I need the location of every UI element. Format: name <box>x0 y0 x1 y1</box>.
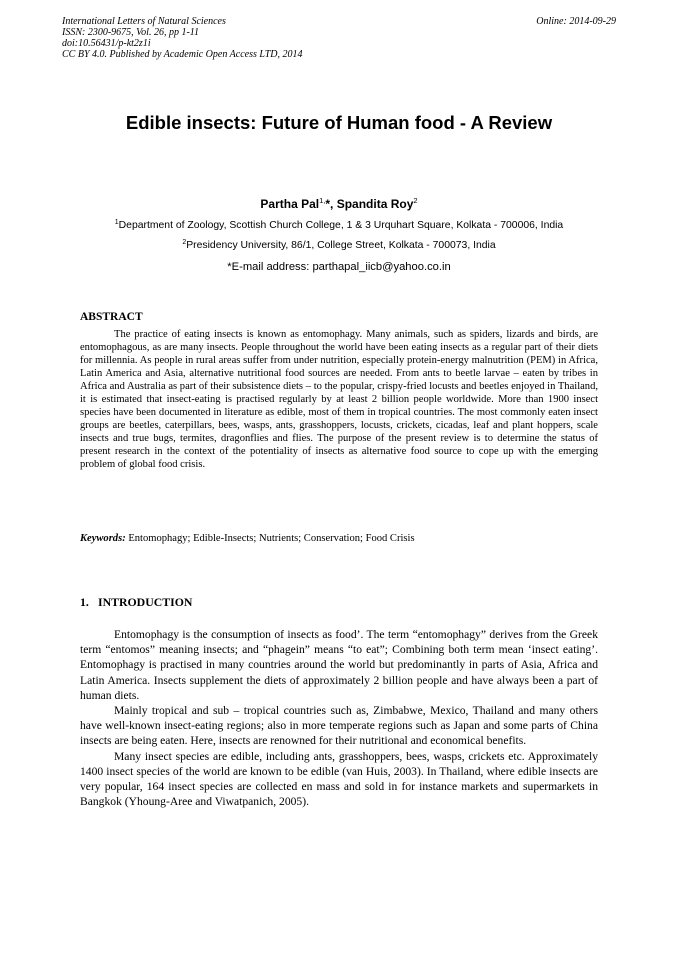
intro-paragraph-3: Many insect species are edible, including ants, grasshoppers, bees, wasps, crickets etc. Approximately 1400 insect species of the world are known to be edible (van Huis, 2003). In Thailand, where edible insects are very popular, 164 insect species are collected en mass and sold in for instance markets and supermarkets in Bangkok (Yhoung-Aree and Viwatpanich, 2005). <box>80 749 598 809</box>
affiliation-2-mark: 2 <box>182 239 187 246</box>
affiliation-2-text: Presidency University, 86/1, College Street, Kolkata - 700073, India <box>186 240 496 251</box>
abstract-text: The practice of eating insects is known as entomophagy. Many animals, such as spiders, lizards and birds, are entomophagous, as are many insects. People throughout the world have been eating insects as a regular part of their diets for millennia. As people in rural areas suffer from under nutrition, especially protein-energy malnutrition (PEM) in Africa, Latin America and Asia, alternative nutritional food sources are needed. From ants to beetle larvae – eaten by tribes in Africa and Australia as part of their subsistence diets – to the popular, crispy-fried locusts and beetles enjoyed in Thailand, it is estimated that insect-eating is practised regularly by at least 2 billion people worldwide. More than 1900 insect species have been documented in literature as edible, most of them in tropical countries. The most commonly eaten insect groups are beetles, caterpillars, bees, wasps, ants, grasshoppers, locusts, crickets, cicadas, leaf and plant hoppers, scale insects and true bugs, termites, dragonflies and flies. The purpose of the present review is to determine the status of present research in the context of the potentiality of insects as alternative food source to cope up with the emerging problem of global food crisis. <box>80 329 598 470</box>
affiliation-1-text: Department of Zoology, Scottish Church College, 1 & 3 Urquhart Square, Kolkata - 700006, India <box>118 220 564 231</box>
abstract-body <box>80 329 598 471</box>
intro-paragraph-1: Entomophagy is the consumption of insects as food’. The term “entomophagy” derives from the Greek term “entomos” meaning insects; and “phagein” means “to eat”; Combining both term mean ‘insect eating’. Entomophagy is practised in many countries around the world but predominantly in parts of Asia, Africa and Latin America. Insects supplement the diets of approximately 2 billion people and have always been a part of human diets. <box>80 628 598 702</box>
paper-title: Edible insects: Future of Human food - A Review <box>125 112 553 133</box>
section-number: 1. <box>80 595 89 609</box>
corresponding-email: *E-mail address: parthapal_iicb@yahoo.co.in <box>227 261 451 273</box>
introduction-heading <box>80 595 598 609</box>
author-1-affil-mark: 1, <box>319 196 326 205</box>
keywords-text: Entomophagy; Edible-Insects; Nutrients; Conservation; Food Crisis <box>125 533 415 544</box>
affiliation-1-mark: 1 <box>114 219 119 226</box>
journal-name: International Letters of Natural Sciences <box>62 16 226 27</box>
author-2-name: Spandita Roy <box>336 197 414 211</box>
author-1-corresponding-mark: *, <box>325 197 337 211</box>
keywords-line <box>80 532 598 545</box>
affiliation-1 <box>0 219 678 233</box>
journal-license: CC BY 4.0. Published by Academic Open Access LTD, 2014 <box>62 49 303 60</box>
keywords-label: Keywords: <box>80 533 126 544</box>
section-title: INTRODUCTION <box>98 595 193 609</box>
online-date: Online: 2014-09-29 <box>536 16 616 27</box>
author-1-name: Partha Pal <box>260 197 320 211</box>
intro-paragraph-2: Mainly tropical and sub – tropical countries such as, Zimbabwe, Mexico, Thailand and many others have well-known insect-eating regions; also in more temperate regions such as Japan and some parts of China insects are being eaten. Here, insects are renowned for their nutritional and economical benefits. <box>80 704 598 748</box>
author-2-affil-mark: 2 <box>413 196 418 205</box>
introduction-body <box>80 627 598 809</box>
journal-doi: doi:10.56431/p-kt2z1i <box>62 38 151 49</box>
journal-issn: ISSN: 2300-9675, Vol. 26, pp 1-11 <box>62 27 200 38</box>
author-line <box>0 196 678 212</box>
affiliation-2 <box>0 239 678 253</box>
journal-header <box>62 16 422 60</box>
abstract-heading: ABSTRACT <box>80 311 143 323</box>
